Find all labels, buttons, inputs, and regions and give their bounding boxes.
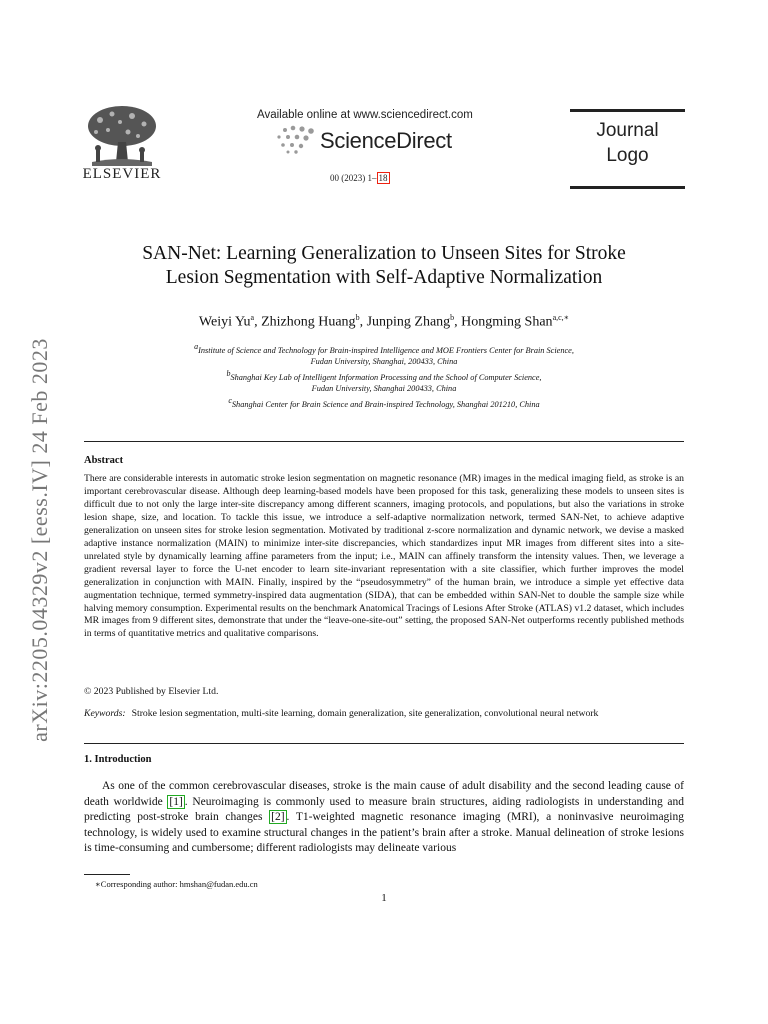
affiliation-a-line2: Fudan University, Shanghai, 200433, China xyxy=(310,357,458,367)
section-heading: 1. Introduction xyxy=(84,754,152,765)
page-number: 1 xyxy=(381,892,387,904)
publisher-name: ELSEVIER xyxy=(82,166,162,182)
title-line-2: Lesion Segmentation with Self-Adaptive Normalization xyxy=(165,267,603,288)
abstract-text: There are considerable interests in automatic stroke lesion segmentation on magnetic resonance (MR) images in the medical imaging field, as stroke is an important cerebrovascular disease. Although deep learning-based models have been proposed for this task, generalizing these models to unseen sites is difficult due to not only the large inter-site discrepancy among different scanners, imaging protocols, and populations, but also the variations in stroke lesion shape, size, and location. To tackle this issue, we introduce a self-adaptive normalization network, termed SAN-Net, to achieve adaptive generalization on unseen sites for stroke lesion segmentation. Motivated by traditional z-score normalization and dynamic network, we devise a masked adaptive instance normalization (MAIN) to minimize inter-site discrepancies, which standardizes input MR images from different sites into a site-unrelated style by dynamically learning affine parameters from the input; i.e., MAIN can affinely transform the intensity values. Then, we leverage a gradient reversal layer to force the U-net encoder to learn site-invariant representation with a site classifier, which further improves the model generalization in conjunction with MAIN. Finally, inspired by the “pseudosymmetry” of the human brain, we introduce a simple yet effective data augmentation technique, termed symmetry-inspired data augmentation (SIDA), that can be embedded within SAN-Net to double the sample size while halving memory consumption. Experimental results on the benchmark Anatomical Tracings of Lesions After Stroke (ATLAS) v1.2 dataset, which includes MR images from 9 different sites, demonstrate that under the “leave-one-site-out” setting, the proposed SAN-Net outperforms recently published methods in terms of quantitative metrics and qualitative comparisons. xyxy=(84,473,684,640)
intro-paragraph: As one of the common cerebrovascular diseases, stroke is the main cause of adult disability and the second leading cause of death worldwide [1] . Neuroimaging is commonly used to measure brain structures, aiding radiologists in understanding and predicting post-stroke brain changes [2] . T1-weighted magnetic resonance imaging (MRI), a noninvasive neuroimaging technology, is widely used to examine structural changes in the patient’s brain after a stroke. Manual delineation of stroke lesions is time-consuming and cumbersome; different radiologists may delineate various xyxy=(84,780,684,855)
available-online-text: Available online at www.sciencedirect.com xyxy=(257,109,473,121)
affiliation-b: $^b$Shanghai Key Lab of Intelligent Information Processing and the School of Computer Science, xyxy=(226,368,542,382)
arxiv-id: arXiv:2205.04329v2 [eess.IV] 24 Feb 2023 xyxy=(27,338,52,742)
sciencedirect-logo-text: ScienceDirect xyxy=(320,128,452,153)
citation-link[interactable]: [1] xyxy=(169,795,183,808)
footnote: ∗Corresponding author: hmshan@fudan.edu.cn xyxy=(95,879,258,889)
title-line-1: SAN-Net: Learning Generalization to Unseen Sites for Stroke xyxy=(142,243,626,264)
author-sup: a xyxy=(250,313,255,322)
keywords xyxy=(84,708,684,721)
keywords-label: Keywords: xyxy=(84,708,126,719)
author-sup: b xyxy=(450,313,455,322)
sciencedirect-dots-icon xyxy=(275,124,319,156)
affiliation-a: $^a$Institute of Science and Technology for Brain-inspired Intelligence and MOE Frontiers Center for Brain Science, xyxy=(194,342,574,355)
author-name: Weiyi Yu xyxy=(198,314,251,330)
affiliations xyxy=(84,341,684,410)
keywords-list: Stroke lesion segmentation, multi-site learning, domain generalization, site generalization, convolutional neural network xyxy=(131,708,599,719)
author-name: Hongming Shan xyxy=(461,314,553,330)
copyright-notice: © 2023 Published by Elsevier Ltd. xyxy=(84,686,219,697)
journal-ref-prefix: 00 (2023) 1– xyxy=(330,173,377,183)
paper-title xyxy=(84,242,684,290)
abstract-heading: Abstract xyxy=(84,455,124,466)
journal-logo-line1: Journal xyxy=(596,120,659,141)
journal-reference xyxy=(330,173,390,183)
author-sup: b xyxy=(355,313,360,322)
author-sup: a,c,∗ xyxy=(552,313,570,322)
divider-top xyxy=(84,441,684,442)
author-name: Zhizhong Huang xyxy=(261,314,356,330)
footnote-rule xyxy=(84,874,130,875)
divider-bottom xyxy=(84,743,684,744)
journal-logo-text xyxy=(570,118,685,168)
author-list: Weiyi Yu$^a$, Zhizhong Huang$^b$, Junping Zhang$^b$, Hongming Shan$^{a,c,∗}$ xyxy=(198,313,570,330)
journal-logo-line2: Logo xyxy=(606,145,649,166)
citation-link[interactable]: [2] xyxy=(271,811,285,824)
author-name: Junping Zhang xyxy=(366,314,451,330)
affiliation-b-line2: Fudan University, Shanghai 200433, China xyxy=(311,384,457,394)
affiliation-c: $^c$Shanghai Center for Brain Science and Brain-inspired Technology, Shanghai 201210, China xyxy=(228,395,540,409)
page-range-link[interactable]: 18 xyxy=(378,173,388,183)
elsevier-tree-logo xyxy=(82,104,162,168)
